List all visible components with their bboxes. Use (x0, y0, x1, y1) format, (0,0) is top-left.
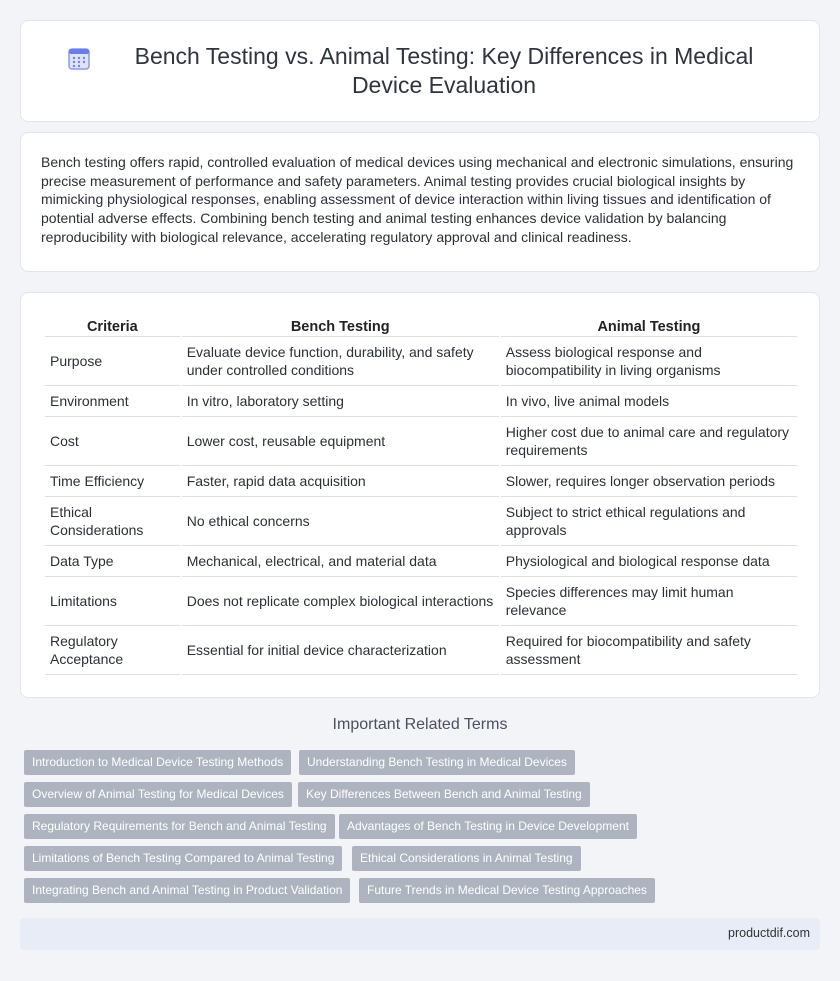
table-row (45, 466, 797, 497)
related-tag[interactable]: Regulatory Requirements for Bench and Animal Testing (24, 814, 335, 839)
intro-paragraph: Bench testing offers rapid, controlled evaluation of medical devices using mechanical and electronic simulations, ensuring precise measurement of performance and safety parameters. Animal testing provides crucial biological insights by mimicking physiological responses, enabling assessment of device interaction within living tissues and identification of potential adverse effects. Combining bench testing and animal testing enhances device validation by balancing reproducibility with biological relevance, accelerating regulatory approval and clinical readiness. (41, 154, 794, 245)
related-tag[interactable]: Integrating Bench and Animal Testing in Product Validation (24, 878, 350, 903)
related-tag[interactable]: Ethical Considerations in Animal Testing (352, 846, 581, 871)
bench-cell: Evaluate device function, durability, and safety under controlled conditions (182, 337, 499, 386)
animal-cell: Higher cost due to animal care and regulatory requirements (501, 417, 797, 466)
related-tag[interactable]: Future Trends in Medical Device Testing Approaches (359, 878, 655, 903)
animal-cell: Slower, requires longer observation periods (501, 466, 797, 497)
criteria-cell: Limitations (45, 577, 180, 626)
criteria-cell: Cost (45, 417, 180, 466)
related-tag[interactable]: Overview of Animal Testing for Medical Devices (24, 782, 292, 807)
header-animal-testing: Animal Testing (501, 315, 797, 337)
table-row (45, 417, 797, 466)
bench-cell: Essential for initial device characterization (182, 626, 499, 675)
header-bench-testing: Bench Testing (182, 315, 499, 337)
comparison-table (43, 315, 799, 675)
footer (20, 918, 820, 950)
criteria-cell: Environment (45, 386, 180, 417)
table-row (45, 497, 797, 546)
bench-cell: Faster, rapid data acquisition (182, 466, 499, 497)
header-card (20, 20, 820, 122)
animal-cell: In vivo, live animal models (501, 386, 797, 417)
animal-cell: Physiological and biological response data (501, 546, 797, 577)
criteria-cell: Time Efficiency (45, 466, 180, 497)
page-title: Bench Testing vs. Animal Testing: Key Differences in Medical Device Evaluation (134, 43, 754, 98)
related-tag[interactable]: Limitations of Bench Testing Compared to Animal Testing (24, 846, 342, 871)
bench-cell: No ethical concerns (182, 497, 499, 546)
table-row (45, 337, 797, 386)
animal-cell: Assess biological response and biocompatibility in living organisms (501, 337, 797, 386)
calendar-grid-icon (66, 46, 92, 72)
bench-cell: Mechanical, electrical, and material data (182, 546, 499, 577)
bench-cell: In vitro, laboratory setting (182, 386, 499, 417)
footer-site-link[interactable]: productdif.com (728, 926, 810, 940)
table-row (45, 626, 797, 675)
related-tag[interactable]: Introduction to Medical Device Testing Methods (24, 750, 291, 775)
criteria-cell: Purpose (45, 337, 180, 386)
criteria-cell: Ethical Considerations (45, 497, 180, 546)
bench-cell: Lower cost, reusable equipment (182, 417, 499, 466)
intro-card (20, 132, 820, 272)
criteria-cell: Data Type (45, 546, 180, 577)
header-criteria: Criteria (45, 315, 180, 337)
table-row (45, 546, 797, 577)
related-tag[interactable]: Key Differences Between Bench and Animal Testing (298, 782, 590, 807)
table-row (45, 577, 797, 626)
related-tag[interactable]: Understanding Bench Testing in Medical Devices (299, 750, 575, 775)
related-tag[interactable]: Advantages of Bench Testing in Device Development (339, 814, 637, 839)
animal-cell: Species differences may limit human relevance (501, 577, 797, 626)
comparison-table-card (20, 292, 820, 698)
table-row (45, 386, 797, 417)
related-terms-title: Important Related Terms (332, 716, 508, 733)
bench-cell: Does not replicate complex biological interactions (182, 577, 499, 626)
table-header-row (45, 315, 797, 337)
animal-cell: Subject to strict ethical regulations and approvals (501, 497, 797, 546)
criteria-cell: Regulatory Acceptance (45, 626, 180, 675)
animal-cell: Required for biocompatibility and safety assessment (501, 626, 797, 675)
